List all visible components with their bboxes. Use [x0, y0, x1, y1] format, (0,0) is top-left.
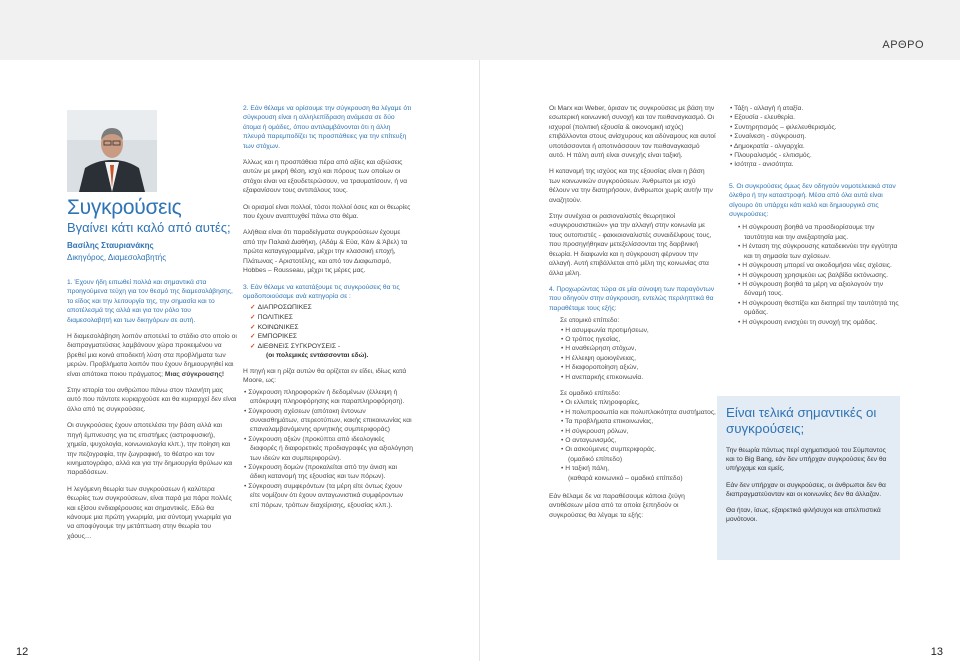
group-text: Τα προβλήματα επικοινωνίας,: [565, 418, 654, 426]
benefits-list: [729, 223, 899, 326]
col2-paragraph-6: Η πηγή και η ρίζα αυτών θα ορίζεται εν είδει, ιδίως κατά Moore, ως:: [243, 367, 407, 385]
col2-definition: 2. Εάν θέλαμε να ορίσουμε την σύγκρουση θα λέγαμε ότι σύγκρουση είναι η αλληλεπίδραση ανάμεσα σε δύο άτομα ή ομάδες, όπου αντιλαμβάνονται ότι η άλλη πλευρά παρεμποδίζει τις προσπάθειες για την επίτευξη των στόχων.: [243, 105, 412, 150]
category-item: [250, 332, 413, 342]
column-2: [243, 104, 413, 510]
pair-item: • Δημοκρατία - ολιγαρχία.: [730, 142, 805, 150]
root-text: Σύγκρουση συμφερόντων (τα μέρη είτε όντως έχουν είτε νομίζουν ότι έχουν ανταγωνιστικά συμφέροντων επί πόρων, τρόπων διαχείρισης, εξουσίας κλπ.).: [248, 482, 404, 509]
page-number-left: 12: [16, 646, 29, 658]
col1-paragraph-5: Η λεγόμενη θεωρία των συγκρούσεων ή καλύτερα θεωρίες των συγκρούσεων, είναι παρά μα πάρα πολλές και εξίσου ενδιαφέρουσες και σημαντικές. Εδώ θα κάνουμε μια πρώτη γνωριμία, μια σύντομη γνωριμία για να αποφύγουμε την μετάπτωση στην θεωρία του χάους…: [67, 485, 232, 540]
atomic-text: Η έλλειψη ομοιογένειας,: [565, 354, 636, 362]
highlight-title: Είναι τελικά σημαντικές οι συγκρούσεις;: [726, 405, 877, 436]
author-name: Βασίλης Σταυριανάκης: [67, 241, 154, 250]
benefit-item: • Η σύγκρουση ενισχύει τη συνοχή της ομάδας.: [738, 318, 878, 326]
col1-paragraph: [67, 332, 237, 379]
col1-paragraph-3: Στην ιστορία του ανθρώπου πάνω στον πλανήτη μας αυτό που πάντοτε κυριαρχούσε και θα κυριαρχεί δεν είναι άλλο από τις συγκρούσεις.: [67, 387, 237, 413]
atomic-item: • Η έλλειψη ομοιογένειας,: [561, 354, 636, 362]
atomic-item: • Ο τρόπος ηγεσίας,: [561, 335, 621, 343]
col1-paragraph-4: Οι συγκρούσεις έχουν αποτελέσει την βάση αλλά και πηγή έμπνευσης για τις επιστήμες (αστροφυσική), χημεία, ψυχολογία, κοινωνιολογία κλπ.), την ποίηση και την πεζογραφία, την ζωγραφική, το θέατρο και τον κινηματογράφο, αλλά και για την δημιουργία θρύλων και παραδόσεων.: [67, 422, 233, 477]
page-spine: [479, 60, 480, 661]
benefit-text: Η ένταση της σύγκρουσης καταδεικνύει την εγγύτητα και τη σημασία των σχέσεων.: [742, 243, 898, 260]
pair-item: • Συναίνεση - σύγκρουση.: [730, 133, 807, 141]
atomic-text: Η διαφοροποίηση αξιών,: [565, 364, 639, 372]
category-item: [250, 313, 413, 323]
atomic-text: Η αναθεώρηση στόχων,: [565, 345, 637, 353]
header-band: [0, 0, 960, 60]
article-title: Συγκρούσεις: [67, 196, 182, 219]
atomic-item: • Η ανεπαρκής επικοινωνία.: [561, 373, 644, 381]
section-label: ΑΡΘΡΟ: [882, 39, 924, 51]
col2-paragraph-2: Άλλως και η προσπάθεια πέρα από αξίες και αξιώσεις αυτών με μικρή θέση, ισχύ και πόρους των οποίων οι στόχοι είναι να εξουδετερώσουν, να τραυματίσουν, ή να εξαφανίσουν τους αντιπάλους τους.: [243, 159, 408, 195]
root-text: Σύγκρουση αξιών (προκύπτει από ιδεολογικές διαφορές ή διαφορετικές προδιαγραφές για αξιολόγηση των ιδεών και συμπεριφορών).: [248, 435, 414, 462]
group-item: • Η πολυπροσωπία και πολυπλοκότητα συστήματος,: [561, 408, 716, 416]
group-text: Οι ασκούμενες συμπεριφοράς.: [565, 446, 656, 454]
author-role: Δικηγόρος, Διαμεσολαβητής: [67, 253, 167, 262]
group-item: • Ο ανταγωνισμός,: [561, 437, 617, 444]
check-icon: ✓: [250, 304, 256, 312]
category-label: ΕΜΠΟΡΙΚΕΣ: [257, 333, 298, 341]
pair-item: • Ισότητα - ανισότητα.: [730, 161, 794, 169]
benefit-text: Η σύγκρουση ενισχύει τη συνοχή της ομάδας.: [742, 318, 878, 326]
article-subtitle: Βγαίνει κάτι καλό από αυτές;: [67, 220, 231, 235]
group-heading: Σε ομαδικό επίπεδο:: [560, 389, 621, 397]
atomic-item: • Η αναθεώρηση στόχων,: [561, 345, 637, 353]
group-item: • Οι ελλιπείς πληροφορίες,: [561, 399, 640, 407]
atomic-text: Η ασυμφωνία προτιμήσεων,: [565, 326, 649, 334]
root-text: Σύγκρουση δομών (προκαλείται από την άνιση και άδικη κατανομή της εξουσίας και των πόρων).: [248, 463, 397, 481]
group-item: • Τα προβλήματα επικοινωνίας,: [561, 418, 654, 426]
category-list: [250, 303, 413, 361]
group-note-text: (καθαρά κοινωνικό – ομαδικό επίπεδο): [568, 474, 683, 482]
pair-item: • Εξουσία - ελευθερία.: [730, 114, 795, 122]
col1-p2-text: Η διαμεσολάβηση λοιπόν αποτελεί το στάδιο στο οποίο οι διαπραγματεύσεις λαμβάνουν χώρα προκειμένου να βρεθεί μια κοινά αποδεκτή λύση στα προβλήματα των μερών. Προβλήματα λοιπόν που έχουν δημιουργηθεί και είναι απότοκα ποιου πράγματος;: [67, 333, 237, 378]
group-text: (ομαδικό επίπεδο): [568, 455, 623, 463]
column-3: [549, 104, 717, 527]
group-item: • Οι ασκούμενες συμπεριφοράς.: [561, 446, 656, 454]
pair-item: • Τάξη - αλλαγή ή αταξία.: [730, 105, 804, 112]
highlight-paragraph-1: Την θεωρία πάντως περί σχηματισμού του Σύμπαντος και το Big Bang, εάν δεν υπήρχαν συγκρούσεις δεν θα υπήρχαμε και εμείς.: [726, 447, 887, 473]
root-item: • Σύγκρουση συμφερόντων (τα μέρη είτε όντως έχουν είτε νομίζουν ότι έχουν ανταγωνιστικά συμφέροντων επί πόρων, τρόπων διαχείρισης, εξουσίας κλπ.).: [244, 482, 404, 509]
col2-paragraph-3: Οι ορισμοί είναι πολλοί, τόσοι πολλοί όσες και οι θεωρίες που έχουν αναπτυχθεί πάνω στο θέμα.: [243, 203, 411, 221]
pair-text: Δημοκρατία - ολιγαρχία.: [733, 142, 805, 150]
root-item: • Σύγκρουση πληροφοριών ή δεδομένων (έλλειψη ή απόκρυψη πληροφόρησης και παραπληροφόρηση).: [244, 388, 405, 406]
factors-block: [549, 316, 717, 483]
category-label: ΔΙΕΘΝΕΙΣ ΣΥΓΚΡΟΥΣΕΙΣ -: [257, 342, 341, 350]
col4-benefits-intro: 5. Οι συγκρούσεις όμως δεν οδηγούν νομοτελειακά στον όλεθρο ή την καταστροφή. Μέσα από όλα αυτά είναι σίγουρο ότι υπάρχει κάτι καλό και δημιουργικό στις συγκρούσεις:: [729, 182, 896, 219]
col3-paragraph-5: Εάν θέλαμε δε να παραθέσουμε κάποια ζεύγη αντιθέσεων μέσα από τα οποία ξεπηδούν οι συγκρούσεις θα λέγαμε τα εξής:: [549, 493, 685, 519]
col3-paragraph-1: Οι Marx και Weber, όρισαν τις συγκρούσεις με βάση την εσωτερική κοινωνική συνοχή και τον πειθαναγκασμό. Οι ισχυροί (πολιτική εξουσία & οικονομική ισχύς) επιβάλλονται στους ανίσχυρους και αδύναμους και αυτοί υποτάσσονται ή αποτινάσσουν τον πειθαναγκασμό αυτό. Η πάλη αυτή είναι συνεχής είναι ταξική.: [549, 105, 716, 160]
group-text: Η πολυπροσωπία και πολυπλοκότητα συστήματος,: [565, 408, 716, 416]
pair-text: Πλουραλισμός - ελιτισμός.: [734, 152, 812, 160]
pair-item: • Πλουραλισμός - ελιτισμός.: [730, 152, 812, 160]
pairs-list: [729, 104, 899, 170]
atomic-text: Ο τρόπος ηγεσίας,: [565, 335, 621, 343]
category-item: [250, 303, 413, 313]
col2-paragraph-4: Αλήθεια είναι ότι παραδείγματα συγκρούσεων έχουμε από την Παλαιά Διαθήκη, (Αδάμ & Εύα, Κάιν & Άβελ) τα πρώτα καταγεγραμμένα, μέχρι την κλασσική εποχή, Πλάτωνας - Αριστοτέλης, και από τον Διαφωτισμό, Hobbes – Rousseau, μέχρι τις μέρες μας.: [243, 229, 408, 275]
benefit-text: Η σύγκρουση βοηθά τα μέρη να αξιολογούν την δύναμή τους.: [742, 280, 884, 298]
group-item: • Η σύγκρουση ρόλων,: [561, 427, 629, 435]
benefit-item: • Η σύγκρουση θεσπίζει και διατηρεί την ταυτότητά της ομάδας.: [738, 299, 899, 317]
category-label: ΚΟΙΝΩΝΙΚΕΣ: [257, 323, 299, 331]
root-item: • Σύγκρουση δομών (προκαλείται από την άνιση και άδικη κατανομή της εξουσίας και των πόρων).: [244, 463, 397, 481]
atomic-item: • Η ασυμφωνία προτιμήσεων,: [561, 326, 649, 334]
atomic-item: • Η διαφοροποίηση αξιών,: [561, 364, 639, 372]
pair-text: Συναίνεση - σύγκρουση.: [734, 133, 807, 141]
col3-paragraph-2: Η κατανομή της ισχύος και της εξουσίας είναι η βάση των κοινωνικών συγκρούσεων. Άνθρωποι με ισχύ θέλουν να την διατηρήσουν, άνθρωποι χωρίς αυτήν την αναζητούν.: [549, 168, 713, 204]
category-item: [250, 342, 413, 352]
root-item: • Σύγκρουση αξιών (προκύπτει από ιδεολογικές διαφορές ή διαφορετικές προδιαγραφές για αξιολόγηση των ιδεών και συμπεριφορών).: [244, 435, 414, 462]
group-item: [560, 455, 717, 464]
check-icon: ✓: [250, 313, 256, 321]
column-1: [67, 278, 237, 548]
benefit-item: • Η σύγκρουση βοηθά τα μέρη να αξιολογούν την δύναμή τους.: [738, 280, 884, 298]
atomic-list: [560, 326, 717, 382]
highlight-paragraph-3: Θα ήταν, ίσως, εξαιρετικά φιλήσυχοι και απελπιστικά μονότονοι.: [726, 507, 881, 524]
group-text: Η ταξική πάλη,: [565, 465, 610, 473]
benefit-text: Η σύγκρουση χρησιμεύει ως βαλβίδα εκτόνωσης.: [742, 271, 889, 279]
category-note: (οι πολεμικές εντάσσονται εδώ).: [266, 352, 369, 360]
author-photo: [67, 110, 157, 192]
benefit-text: Η σύγκρουση θεσπίζει και διατηρεί την ταυτότητά της ομάδας.: [742, 299, 899, 317]
col3-summary: 4. Προχωρώντας τώρα σε μία σύνοψη των παραγόντων που οδηγούν στην σύγκρουση, εντελώς περιληπτικά θα παραθέταμε τους εξής:: [549, 285, 715, 312]
page-number-right: 13: [930, 646, 943, 658]
category-label: ΠΟΛΙΤΙΚΕΣ: [257, 313, 293, 321]
category-label: ΔΙΑΠΡΟΣΩΠΙΚΕΣ: [257, 304, 312, 312]
group-text: Ο ανταγωνισμός,: [565, 437, 617, 444]
check-icon: ✓: [250, 342, 256, 350]
pair-text: Τάξη - αλλαγή ή αταξία.: [734, 105, 804, 112]
benefit-text: Η σύγκρουση μπορεί να οικοδομήσει νέες σχέσεις.: [742, 262, 892, 270]
portrait-image: [67, 110, 157, 192]
col2-classification: 3. Εάν θέλαμε να κατατάξουμε τις συγκρούσεις θα τις ομαδοποιούσαμε ανά κατηγορία σε :: [243, 283, 400, 300]
pair-text: Ισότητα - ανισότητα.: [734, 161, 794, 169]
check-icon: ✓: [250, 333, 256, 341]
col3-paragraph-3: Στην συνέχεια οι ρασιοναλιστές θεωρητικοί «συγκρουσιστικών» για την αλλαγή στην κοινωνία με τους ουτοπιστές - φακκοιοναλιστές συναιδέλφους τους, που προσηγήθηκαν μετεξελίσσονται της δαρβινική θεωρία. Η διαφωνία και η σύγκρουση φέρνουν την αλλαγή. Αυτή επιβάλλεται από μέλη της κοινωνίας στα άλλα μέλη.: [549, 213, 712, 277]
col1-intro: 1. Έχουν ήδη ειπωθεί πολλά και σημαντικά στα προηγούμενα τεύχη για τον θεσμό της διαμεσολάβησης, το είδος και την λειτουργία της, την σημασία και το αποτέλεσμά της αλλά και για τον ρόλο του διαμεσολαβητή και των δικηγόρων σε αυτή.: [67, 279, 233, 324]
atomic-text: Η ανεπαρκής επικοινωνία.: [565, 373, 644, 381]
group-text: Οι ελλιπείς πληροφορίες,: [565, 399, 640, 407]
group-note: [560, 474, 717, 483]
pair-text: Εξουσία - ελευθερία.: [734, 114, 795, 122]
check-icon: ✓: [250, 323, 256, 331]
benefit-item: • Η σύγκρουση βοηθά να προσδιορίσουμε την ταυτότητα και την ανεξαρτησία μας.: [738, 224, 875, 241]
highlight-paragraph-2: Εάν δεν υπήρχαν οι συγκρούσεις, οι άνθρωποι δεν θα διαπραγματεύονταν και οι κοινωνίες δεν θα άλλαζαν.: [726, 481, 886, 498]
root-text: Σύγκρουση πληροφοριών ή δεδομένων (έλλειψη ή απόκρυψη πληροφόρησης και παραπληροφόρηση).: [248, 388, 405, 406]
group-list: [560, 398, 717, 483]
col1-p2-bold: Μιας σύγκρουσης!: [164, 370, 225, 378]
pair-item: • Συντηρητισμός – φιλελευθερισμός.: [730, 123, 837, 131]
benefit-item: • Η σύγκρουση χρησιμεύει ως βαλβίδα εκτόνωσης.: [738, 271, 889, 279]
highlight-box: [717, 396, 900, 560]
category-item: [250, 323, 413, 333]
group-item: • Η ταξική πάλη,: [561, 465, 610, 473]
atomic-heading: Σε ατομικό επίπεδο:: [560, 317, 620, 325]
root-item: • Σύγκρουση σχέσεων (απότοκη έντονων συναισθημάτων, στερεοτύπων, κακής επικοινωνίας και επαναλαμβανόμενης αρνητικής συμπεριφοράς): [244, 407, 412, 434]
root-text: Σύγκρουση σχέσεων (απότοκη έντονων συναισθημάτων, στερεοτύπων, κακής επικοινωνίας και επαναλαμβανόμενης αρνητικής συμπεριφοράς): [248, 407, 412, 434]
column-4: [729, 104, 899, 327]
benefit-item: • Η σύγκρουση μπορεί να οικοδομήσει νέες σχέσεις.: [738, 262, 892, 270]
group-text: Η σύγκρουση ρόλων,: [565, 427, 629, 435]
pair-text: Συντηρητισμός – φιλελευθερισμός.: [734, 123, 837, 131]
benefit-item: • Η ένταση της σύγκρουσης καταδεικνύει την εγγύτητα και τη σημασία των σχέσεων.: [738, 243, 898, 260]
benefit-text: Η σύγκρουση βοηθά να προσδιορίσουμε την ταυτότητα και την ανεξαρτησία μας.: [742, 224, 875, 241]
roots-list: [243, 388, 413, 510]
